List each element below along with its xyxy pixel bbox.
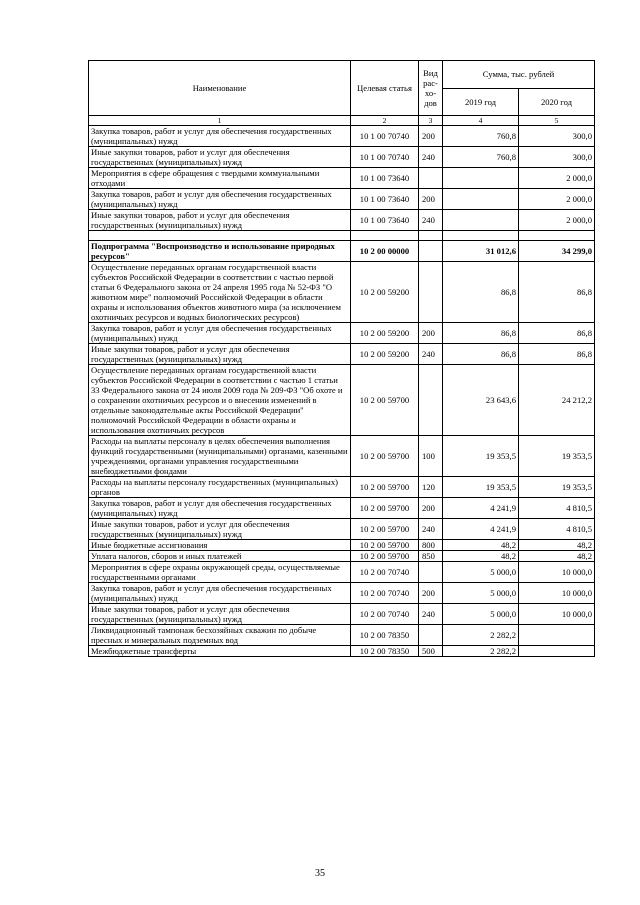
row-target-cell: 10 2 00 59200 xyxy=(351,262,419,323)
table-row xyxy=(89,498,595,519)
row-vid-cell: 240 xyxy=(419,519,443,540)
header-2020: 2020 год xyxy=(519,88,595,116)
row-vid-cell: 240 xyxy=(419,604,443,625)
row-name-cell: Межбюджетные трансферты xyxy=(89,646,351,657)
row-2019-cell: 5 000,0 xyxy=(443,583,519,604)
row-2020-cell: 10 000,0 xyxy=(519,604,595,625)
row-2020-cell: 86,8 xyxy=(519,344,595,365)
column-number: 1 xyxy=(89,116,351,126)
row-target-cell: 10 2 00 70740 xyxy=(351,583,419,604)
row-vid-cell: 200 xyxy=(419,189,443,210)
row-2019-cell: 23 643,6 xyxy=(443,365,519,436)
table-row xyxy=(89,344,595,365)
row-2020-cell: 4 810,5 xyxy=(519,519,595,540)
table-row xyxy=(89,323,595,344)
row-vid-cell xyxy=(419,365,443,436)
row-name-cell: Подпрограмма "Воспроизводство и использование природных ресурсов" xyxy=(89,241,351,262)
row-target-cell: 10 2 00 00000 xyxy=(351,241,419,262)
row-name-cell: Иные закупки товаров, работ и услуг для обеспечения государственных (муниципальных) нужд xyxy=(89,519,351,540)
row-name-cell: Иные закупки товаров, работ и услуг для обеспечения государственных (муниципальных) нужд xyxy=(89,604,351,625)
row-target-cell: 10 2 00 59200 xyxy=(351,323,419,344)
row-target-cell: 10 2 00 59700 xyxy=(351,519,419,540)
spacer-cell xyxy=(443,231,519,241)
row-2020-cell: 24 212,2 xyxy=(519,365,595,436)
table-row xyxy=(89,262,595,323)
row-target-cell: 10 1 00 70740 xyxy=(351,126,419,147)
row-vid-cell: 240 xyxy=(419,210,443,231)
row-2020-cell: 86,8 xyxy=(519,323,595,344)
table-row xyxy=(89,625,595,646)
row-2020-cell: 48,2 xyxy=(519,551,595,562)
row-vid-cell: 200 xyxy=(419,126,443,147)
table-row xyxy=(89,210,595,231)
row-target-cell: 10 2 00 59700 xyxy=(351,551,419,562)
header-name: Наименование xyxy=(89,61,351,116)
table-row xyxy=(89,189,595,210)
row-name-cell: Закупка товаров, работ и услуг для обеспечения государственных (муниципальных) нужд xyxy=(89,498,351,519)
row-target-cell: 10 1 00 73640 xyxy=(351,168,419,189)
row-target-cell: 10 1 00 73640 xyxy=(351,210,419,231)
row-2020-cell: 4 810,5 xyxy=(519,498,595,519)
row-2020-cell: 300,0 xyxy=(519,126,595,147)
table-row xyxy=(89,168,595,189)
column-number: 4 xyxy=(443,116,519,126)
row-vid-cell: 850 xyxy=(419,551,443,562)
row-2020-cell: 19 353,5 xyxy=(519,477,595,498)
row-vid-cell: 500 xyxy=(419,646,443,657)
row-2020-cell: 2 000,0 xyxy=(519,210,595,231)
row-name-cell: Закупка товаров, работ и услуг для обеспечения государственных (муниципальных) нужд xyxy=(89,323,351,344)
table-row xyxy=(89,477,595,498)
row-vid-cell xyxy=(419,241,443,262)
row-2019-cell: 48,2 xyxy=(443,540,519,551)
row-vid-cell xyxy=(419,625,443,646)
row-2020-cell xyxy=(519,646,595,657)
column-number: 2 xyxy=(351,116,419,126)
row-name-cell: Ликвидационный тампонаж бесхозяйных скважин по добыче пресных и минеральных подземных вод xyxy=(89,625,351,646)
column-number: 3 xyxy=(419,116,443,126)
table-body xyxy=(89,126,595,657)
page-number: 35 xyxy=(315,868,325,879)
row-target-cell: 10 1 00 70740 xyxy=(351,147,419,168)
row-name-cell: Осуществление переданных органам государственной власти субъектов Российской Федерации в соответствии с частью первой статьи 6 Федерального закона от 24 апреля 1995 года № 52-ФЗ "О животном мире" полномочий Российской Федерации в области охраны и использования объектов животного мира (за исключением охотничьих ресурсов и водных биологических ресурсов) xyxy=(89,262,351,323)
table-row xyxy=(89,583,595,604)
table-row xyxy=(89,540,595,551)
table-row xyxy=(89,551,595,562)
row-2019-cell: 4 241,9 xyxy=(443,498,519,519)
row-name-cell: Закупка товаров, работ и услуг для обеспечения государственных (муниципальных) нужд xyxy=(89,583,351,604)
row-vid-cell: 240 xyxy=(419,344,443,365)
row-2019-cell: 86,8 xyxy=(443,344,519,365)
table-row xyxy=(89,562,595,583)
row-target-cell: 10 1 00 73640 xyxy=(351,189,419,210)
row-2019-cell: 19 353,5 xyxy=(443,477,519,498)
row-2019-cell: 5 000,0 xyxy=(443,604,519,625)
row-name-cell: Иные закупки товаров, работ и услуг для обеспечения государственных (муниципальных) нужд xyxy=(89,344,351,365)
table-row xyxy=(89,126,595,147)
row-vid-cell: 200 xyxy=(419,323,443,344)
spacer-cell xyxy=(351,231,419,241)
header-sum: Сумма, тыс. рублей xyxy=(443,61,595,89)
table-row xyxy=(89,147,595,168)
row-2020-cell: 2 000,0 xyxy=(519,168,595,189)
row-2019-cell: 86,8 xyxy=(443,323,519,344)
row-2019-cell: 5 000,0 xyxy=(443,562,519,583)
row-vid-cell: 240 xyxy=(419,147,443,168)
row-vid-cell: 100 xyxy=(419,436,443,477)
header-target: Целевая статья xyxy=(351,61,419,116)
budget-table xyxy=(88,60,595,657)
row-2020-cell: 2 000,0 xyxy=(519,189,595,210)
spacer-cell xyxy=(89,231,351,241)
row-2019-cell xyxy=(443,189,519,210)
row-target-cell: 10 2 00 70740 xyxy=(351,562,419,583)
row-2019-cell: 86,8 xyxy=(443,262,519,323)
row-2019-cell: 2 282,2 xyxy=(443,625,519,646)
table-row xyxy=(89,436,595,477)
row-target-cell: 10 2 00 59700 xyxy=(351,540,419,551)
table-row xyxy=(89,231,595,241)
row-vid-cell: 200 xyxy=(419,498,443,519)
document-page xyxy=(88,60,594,657)
row-2020-cell: 300,0 xyxy=(519,147,595,168)
table-row xyxy=(89,646,595,657)
row-target-cell: 10 2 00 59700 xyxy=(351,436,419,477)
row-2020-cell: 86,8 xyxy=(519,262,595,323)
row-target-cell: 10 2 00 78350 xyxy=(351,625,419,646)
row-2020-cell: 10 000,0 xyxy=(519,583,595,604)
table-row xyxy=(89,241,595,262)
row-2020-cell: 48,2 xyxy=(519,540,595,551)
row-name-cell: Расходы на выплаты персоналу государственных (муниципальных) органов xyxy=(89,477,351,498)
row-2019-cell: 48,2 xyxy=(443,551,519,562)
row-name-cell: Мероприятия в сфере обращения с твердыми коммунальными отходами xyxy=(89,168,351,189)
row-target-cell: 10 2 00 59700 xyxy=(351,498,419,519)
row-target-cell: 10 2 00 78350 xyxy=(351,646,419,657)
spacer-cell xyxy=(419,231,443,241)
row-2019-cell: 760,8 xyxy=(443,147,519,168)
column-numbers-row xyxy=(89,116,595,126)
table-row xyxy=(89,604,595,625)
row-target-cell: 10 2 00 59700 xyxy=(351,477,419,498)
row-2020-cell: 10 000,0 xyxy=(519,562,595,583)
row-name-cell: Мероприятия в сфере охраны окружающей среды, осуществляемые государственными органами xyxy=(89,562,351,583)
row-2019-cell: 760,8 xyxy=(443,126,519,147)
row-target-cell: 10 2 00 59700 xyxy=(351,365,419,436)
row-name-cell: Расходы на выплаты персоналу в целях обеспечения выполнения функций государственными (муниципальными) органами, казенными учреждениями, органами управления государственными внебюджетными фондами xyxy=(89,436,351,477)
row-2019-cell xyxy=(443,210,519,231)
row-2020-cell: 19 353,5 xyxy=(519,436,595,477)
row-target-cell: 10 2 00 59200 xyxy=(351,344,419,365)
row-2020-cell: 34 299,0 xyxy=(519,241,595,262)
header-2019: 2019 год xyxy=(443,88,519,116)
row-2019-cell: 31 012,6 xyxy=(443,241,519,262)
header-vid: Вид рас-хо-дов xyxy=(419,61,443,116)
row-2020-cell xyxy=(519,625,595,646)
row-2019-cell: 2 282,2 xyxy=(443,646,519,657)
row-vid-cell xyxy=(419,168,443,189)
table-row xyxy=(89,365,595,436)
row-name-cell: Осуществление переданных органам государственной власти субъектов Российской Федерации в соответствии с частью 1 статьи 33 Федерального закона от 24 июля 2009 года № 209-ФЗ "Об охоте и о сохранении охотничьих ресурсов и о внесении изменений в отдельные законодательные акты Российской Федерации" полномочий Российской Федерации в области охраны и использования охотничьих ресурсов xyxy=(89,365,351,436)
row-2019-cell: 19 353,5 xyxy=(443,436,519,477)
row-vid-cell: 200 xyxy=(419,583,443,604)
row-vid-cell: 120 xyxy=(419,477,443,498)
row-2019-cell xyxy=(443,168,519,189)
row-vid-cell: 800 xyxy=(419,540,443,551)
row-target-cell: 10 2 00 70740 xyxy=(351,604,419,625)
row-name-cell: Закупка товаров, работ и услуг для обеспечения государственных (муниципальных) нужд xyxy=(89,126,351,147)
row-vid-cell xyxy=(419,262,443,323)
row-name-cell: Иные бюджетные ассигнования xyxy=(89,540,351,551)
table-row xyxy=(89,519,595,540)
row-vid-cell xyxy=(419,562,443,583)
row-name-cell: Иные закупки товаров, работ и услуг для обеспечения государственных (муниципальных) нужд xyxy=(89,147,351,168)
row-name-cell: Закупка товаров, работ и услуг для обеспечения государственных (муниципальных) нужд xyxy=(89,189,351,210)
column-number: 5 xyxy=(519,116,595,126)
row-2019-cell: 4 241,9 xyxy=(443,519,519,540)
row-name-cell: Иные закупки товаров, работ и услуг для обеспечения государственных (муниципальных) нужд xyxy=(89,210,351,231)
row-name-cell: Уплата налогов, сборов и иных платежей xyxy=(89,551,351,562)
spacer-cell xyxy=(519,231,595,241)
